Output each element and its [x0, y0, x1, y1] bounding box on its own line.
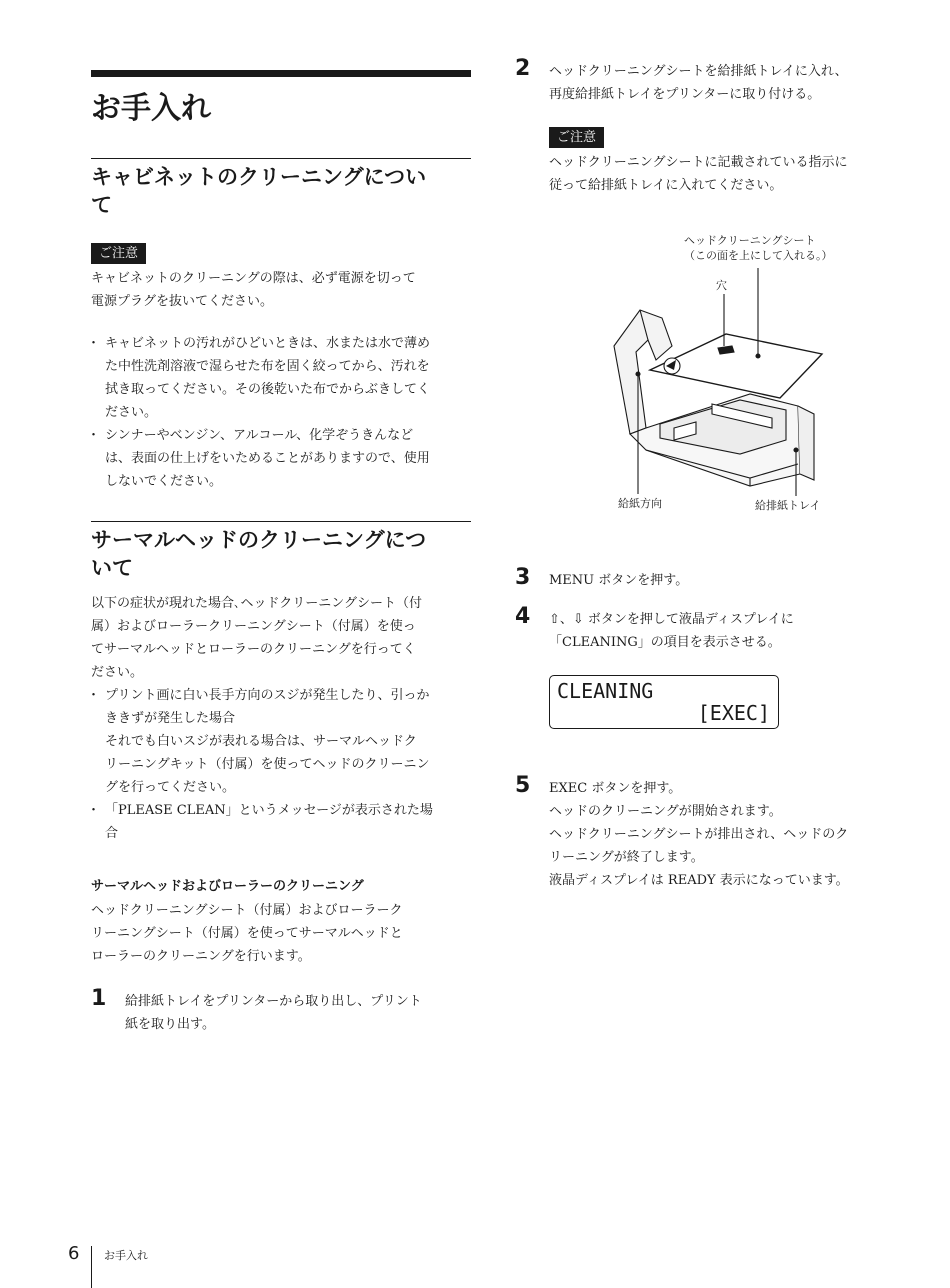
- thermal-heading: サーマルヘッドのクリーニングにつ いて: [91, 528, 427, 580]
- lcd-display: [549, 675, 779, 729]
- caution-badge: ご注意: [91, 243, 146, 264]
- label-hole: 穴: [716, 279, 727, 292]
- thermal-bullets: [91, 684, 471, 845]
- lcd-line-1: CLEANING: [557, 679, 654, 703]
- step-number: 2: [515, 56, 531, 81]
- label-cleaning-sheet: ヘッドクリーニングシート （この面を上にして入れる。）: [684, 234, 833, 262]
- step-number: 3: [515, 565, 531, 590]
- step-text: ヘッドクリーニングシートを給排紙トレイに入れ、 再度給排紙トレイをプリンターに取り付ける。: [549, 64, 848, 102]
- step-text: ⇧、⇩ ボタンを押して液晶ディスプレイに 「CLEANING」の項目を表示させる。: [549, 612, 794, 650]
- section-rule: [91, 521, 471, 522]
- step-1: [91, 986, 471, 1036]
- step-4: [515, 604, 895, 654]
- cabinet-bullets: [91, 332, 471, 493]
- step-2-caution-text: ヘッドクリーニングシートに記載されている指示に 従って給排紙トレイに入れてください。: [549, 155, 848, 193]
- step-5: [515, 773, 895, 892]
- thermal-intro: 以下の症状が現れた場合､ヘッドクリーニングシート（付 属）およびローラークリーニングシート（付属）を使っ てサーマルヘッドとローラーのクリーニングを行ってく ださい。: [91, 596, 422, 680]
- step-2: [515, 56, 895, 197]
- caution-badge: ご注意: [549, 127, 604, 148]
- tray-illustration: [600, 228, 850, 518]
- footer-rule: [91, 1246, 92, 1288]
- step-number: 4: [515, 604, 531, 629]
- footer-section: お手入れ: [104, 1249, 148, 1262]
- title-rule: [91, 70, 471, 77]
- list-item: ・ キャビネットの汚れがひどいときは、水または水で薄め た中性洗剤溶液で湿らせた布を固く絞ってから、汚れを 拭き取ってください。その後乾いた布でからぶきしてく ださい。: [91, 332, 471, 424]
- step-text: 給排紙トレイをプリンターから取り出し、プリント 紙を取り出す。: [125, 994, 422, 1032]
- list-item: ・ シンナーやベンジン、アルコール、化学ぞうきんなど は、表面の仕上げをいためることがありますので、使用 しないでください。: [91, 424, 471, 493]
- cabinet-caution-text: キャビネットのクリーニングの際は、必ず電源を切って 電源プラグを抜いてください。: [91, 271, 416, 309]
- list-item: ・ 「PLEASE CLEAN」というメッセージが表示された場 合: [91, 799, 471, 845]
- page-number: 6: [68, 1243, 80, 1264]
- cabinet-heading: キャビネットのクリーニングについ て: [91, 165, 427, 217]
- label-tray: 給排紙トレイ: [755, 499, 821, 512]
- step-text: EXEC ボタンを押す。 ヘッドのクリーニングが開始されます。 ヘッドクリーニングシートが排出され、ヘッドのク リーニングが終了します。 液晶ディスプレイは READY 表示になっています。: [549, 781, 849, 888]
- thermal-subtext: ヘッドクリーニングシート（付属）およびローラーク リーニングシート（付属）を使ってサーマルヘッドと ローラーのクリーニングを行います。: [91, 903, 403, 964]
- list-item: ・ プリント画に白い長手方向のスジが発生したり、引っか ききずが発生した場合 それでも白いスジが表れる場合は、サーマルヘッドク リーニングキット（付属）を使ってヘッドのクリーニン グを行ってください。: [91, 684, 471, 799]
- step-number: 5: [515, 773, 531, 798]
- lcd-line-2: [EXEC]: [697, 701, 770, 725]
- tray-figure: [600, 228, 850, 518]
- step-text: MENU ボタンを押す。: [549, 573, 689, 588]
- thermal-subheading: サーマルヘッドおよびローラーのクリーニング: [91, 879, 364, 894]
- label-feed-direction: 給紙方向: [618, 497, 662, 510]
- left-column: [91, 70, 471, 1036]
- step-3: [515, 565, 895, 592]
- section-rule: [91, 158, 471, 159]
- page-title: お手入れ: [91, 91, 211, 126]
- step-number: 1: [91, 986, 107, 1011]
